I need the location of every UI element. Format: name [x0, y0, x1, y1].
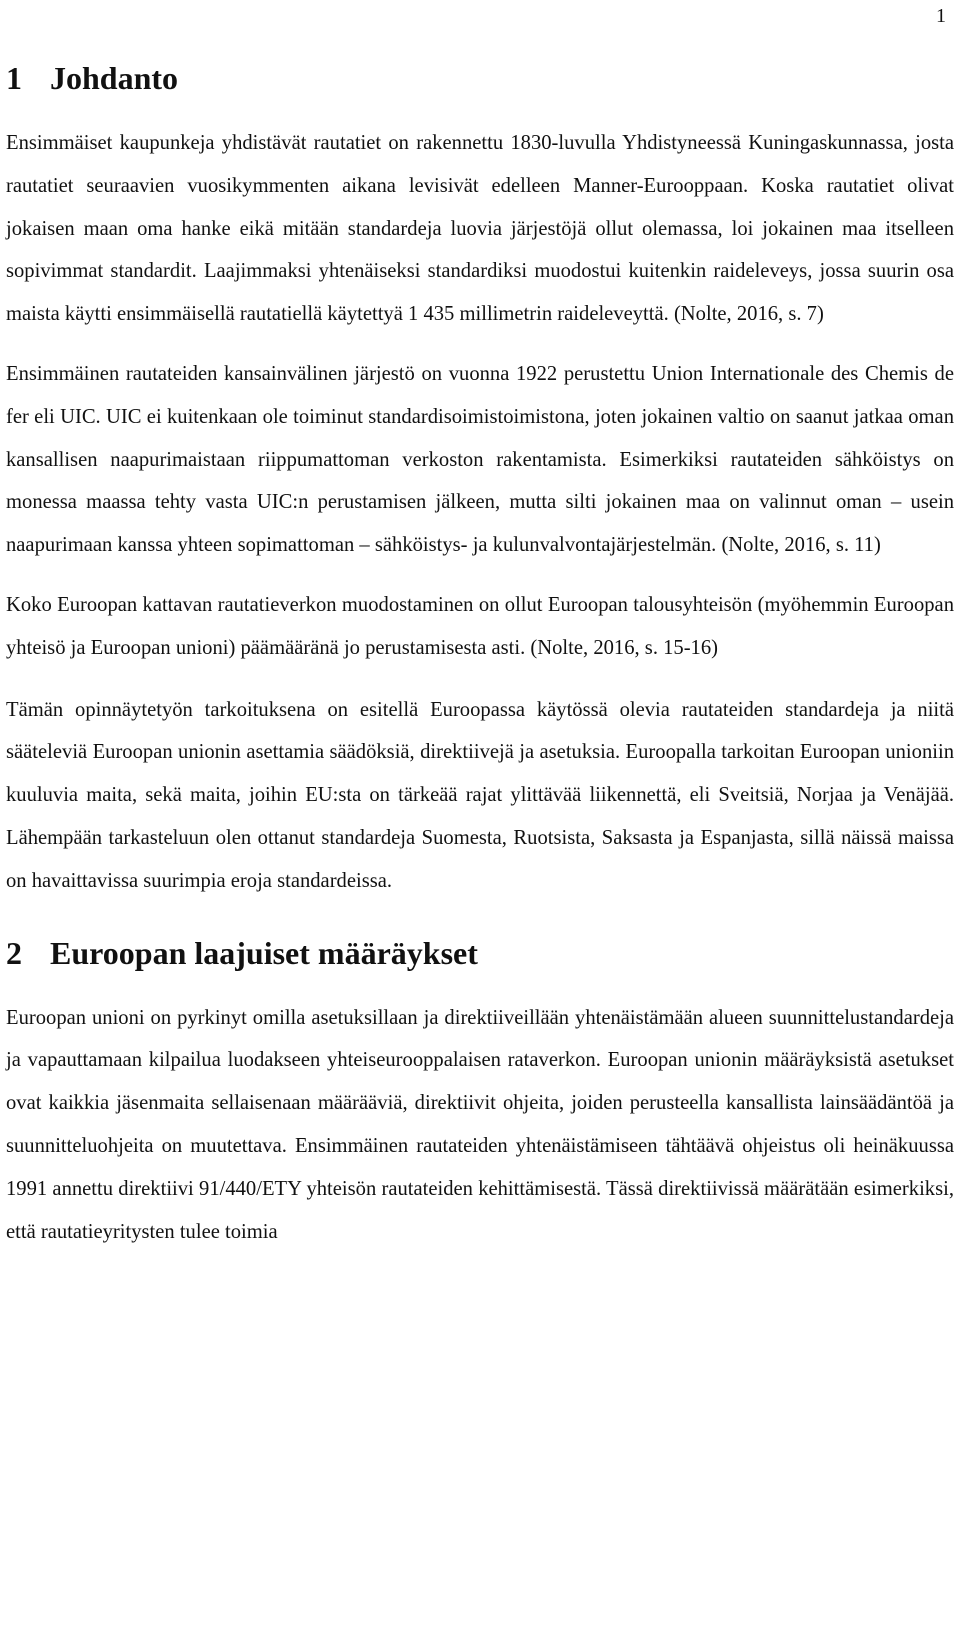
section-title: Euroopan laajuiset määräykset — [50, 934, 478, 971]
section-title: Johdanto — [50, 60, 179, 96]
section-heading-euroopan-laajuiset-maaraykset — [6, 931, 954, 975]
paragraph: Ensimmäinen rautateiden kansainvälinen järjestö on vuonna 1922 perustettu Union Internationale des Chemis de fer eli UIC. UIC ei kuitenkaan ole toiminut standardisoimistoimistona, joten jokainen valtio on saanut jatkaa oman kansallisen naapurimaistaan riippumattoman verkoston rakentamista. Esimerkiksi rautateiden sähköistys on monessa maassa tehty vasta UIC:n perustamisen jälkeen, mutta silti jokainen maa on valinnut oman – usein naapurimaan kanssa yhteen sopimattoman – sähköistys- ja kulunvalvontajärjestelmän. (Nolte, 2016, s. 11) — [6, 362, 954, 557]
paragraph: Ensimmäiset kaupunkeja yhdistävät rautatiet on rakennettu 1830-luvulla Yhdistyneessä Kuningaskunnassa, josta rautatiet seuraavien vuosikymmenten aikana levisivät edelleen Manner-Eurooppaan. Koska rautatiet olivat jokaisen maan oma hanke eikä mitään standardeja luovia järjestöjä ollut olemassa, loi jokainen maa itselleen sopivimmat standardit. Laajimmaksi yhtenäiseksi standardiksi muodostui kuitenkin raideleveys, jossa suurin osa maista käytti ensimmäisellä rautatiellä käytettyä 1 435 millimetrin raideleveyttä. (Nolte, 2016, s. 7) — [6, 132, 954, 326]
paragraph: Tämän opinnäytetyön tarkoituksena on esitellä Euroopassa käytössä olevia rautateiden standardeja ja niitä sääteleviä Euroopan unionin asettamia säädöksiä, direktiivejä ja asetuksia. Euroopalla tarkoitan Euroopan unioniin kuuluvia maita, sekä maita, joihin EU:sta on tärkeää rajat ylittävää liikennettä, eli Sveitsiä, Norjaa ja Venäjää. Lähempään tarkasteluun olen ottanut standardeja Suomesta, Ruotsista, Saksasta ja Espanjasta, sillä näissä maissa on havaittavissa suurimpia eroja standardeissa. — [6, 698, 954, 892]
paragraph: Koko Euroopan kattavan rautatieverkon muodostaminen on ollut Euroopan talousyhteisön (myöhemmin Euroopan yhteisö ja Euroopan unioni) päämääränä jo perustamisesta asti. (Nolte, 2016, s. 15-16) — [6, 593, 954, 659]
section-heading-johdanto — [6, 56, 954, 100]
section-number: 1 — [6, 60, 22, 96]
section-number: 2 — [6, 934, 22, 971]
page-content — [6, 56, 954, 1253]
paragraph: Euroopan unioni on pyrkinyt omilla asetuksillaan ja direktiiveillään yhtenäistämään alueen suunnittelustandardeja ja vapauttamaan kilpailua luodakseen yhteiseurooppalaisen rataverkon. Euroopan unionin määräyksistä asetukset ovat kaikkia jäsenmaita sellaisenaan määrääviä, direktiivit ohjeita, joiden perusteella kansallista lainsäädäntöä ja suunnitteluohjeita on muutettava. Ensimmäinen rautateiden yhtenäistämiseen tähtäävä ohjeistus oli heinäkuussa 1991 annettu direktiivi 91/440/ETY yhteisön rautateiden kehittämisestä. Tässä direktiivissä määrätään esimerkiksi, että rautatieyritysten tulee toimia — [6, 1006, 954, 1243]
page-number: 1 — [936, 5, 946, 27]
